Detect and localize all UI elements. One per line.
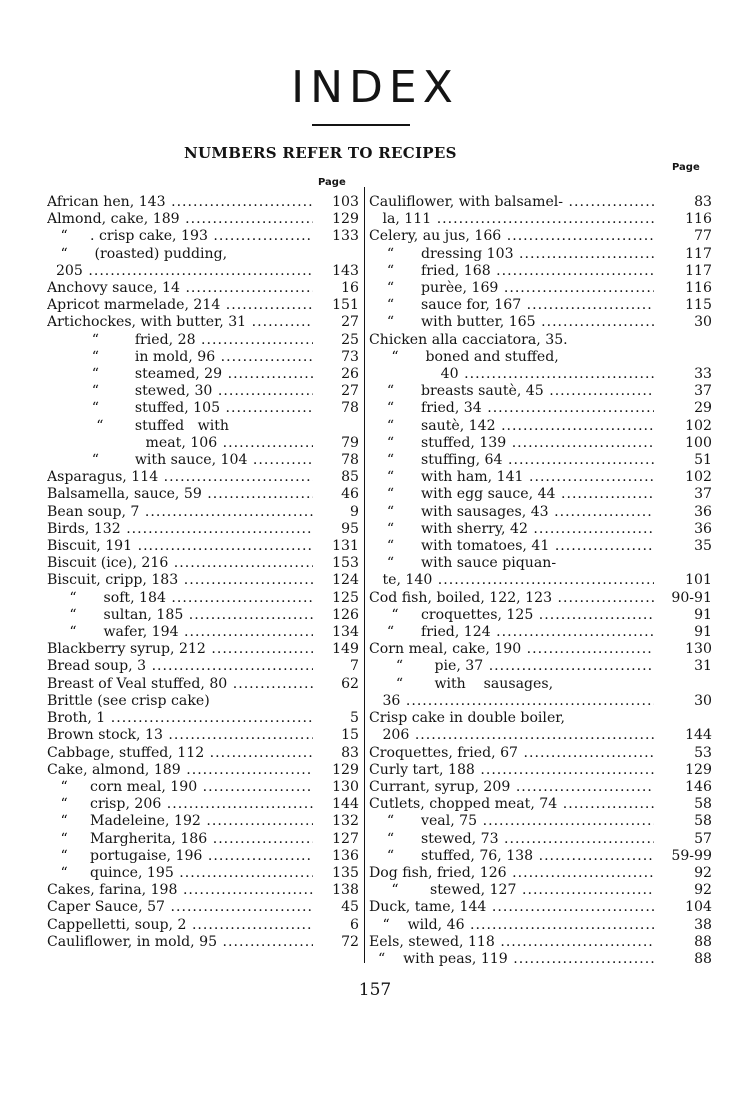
entry-label: “ with peas, 119 ..... bbox=[369, 951, 654, 968]
entry-page-ref: 117 bbox=[685, 245, 712, 262]
index-entry bbox=[47, 194, 359, 211]
index-entry bbox=[47, 710, 359, 727]
right-index-column bbox=[369, 194, 712, 968]
index-entry bbox=[47, 228, 359, 245]
index-entry bbox=[369, 349, 712, 366]
entry-label: “ stewed, 127 ..... bbox=[369, 882, 654, 899]
index-entry bbox=[369, 263, 712, 280]
page-number: 157 bbox=[358, 980, 392, 1000]
entry-page-ref: 101 bbox=[685, 572, 712, 589]
index-entry bbox=[369, 727, 712, 744]
index-entry bbox=[369, 624, 712, 641]
entry-page-ref: 92 bbox=[694, 882, 712, 899]
right-column-page-header: Page bbox=[672, 162, 700, 173]
entry-page-ref: 146 bbox=[685, 778, 712, 795]
entry-label: “ sauce for, 167 ..... bbox=[369, 297, 654, 314]
entry-label: Birds, 132 ..... bbox=[47, 521, 313, 538]
index-entry bbox=[369, 951, 712, 968]
entry-page-ref: 73 bbox=[341, 348, 359, 365]
entry-page-ref: 36 bbox=[694, 520, 712, 537]
index-entry bbox=[369, 452, 712, 469]
index-entry bbox=[47, 796, 359, 813]
entry-label: Bread soup, 3 ..... bbox=[47, 658, 313, 675]
index-entry bbox=[369, 194, 712, 211]
entry-label: “ sautè, 142 ..... bbox=[369, 418, 654, 435]
entry-page-ref: 130 bbox=[685, 641, 712, 658]
entry-label: “ (roasted) pudding, bbox=[47, 245, 228, 262]
index-entry bbox=[369, 796, 712, 813]
index-entry bbox=[47, 676, 359, 693]
entry-label: “ with sherry, 42 ..... bbox=[369, 521, 654, 538]
entry-page-ref: 91 bbox=[694, 624, 712, 641]
entry-label: “ dressing 103 ..... bbox=[369, 246, 654, 263]
entry-label: “ breasts sautè, 45 ..... bbox=[369, 383, 654, 400]
entry-page-ref: 102 bbox=[685, 469, 712, 486]
index-entry bbox=[47, 418, 359, 435]
entry-label: “ portugaise, 196 ..... bbox=[47, 848, 313, 865]
entry-label: Breast of Veal stuffed, 80 ..... bbox=[47, 676, 313, 693]
entry-page-ref: 104 bbox=[685, 899, 712, 916]
entry-page-ref: 58 bbox=[694, 796, 712, 813]
entry-page-ref: 90-91 bbox=[671, 589, 712, 606]
index-entry bbox=[47, 521, 359, 538]
index-entry bbox=[47, 658, 359, 675]
entry-page-ref: 25 bbox=[341, 331, 359, 348]
entry-label: “ wild, 46 ..... bbox=[369, 917, 654, 934]
entry-page-ref: 30 bbox=[694, 692, 712, 709]
entry-label: “ with butter, 165 ..... bbox=[369, 314, 654, 331]
index-entry bbox=[47, 572, 359, 589]
index-entry bbox=[369, 418, 712, 435]
entry-page-ref: 85 bbox=[341, 469, 359, 486]
entry-label: “ stuffed, 105 ..... bbox=[47, 400, 313, 417]
index-entry bbox=[369, 917, 712, 934]
entry-label: “ with sausages, 43 ..... bbox=[369, 504, 654, 521]
subtitle: NUMBERS REFER TO RECIPES bbox=[184, 144, 457, 162]
index-entry bbox=[369, 469, 712, 486]
entry-label: Brittle (see crisp cake) bbox=[47, 692, 210, 709]
index-entry bbox=[47, 400, 359, 417]
entry-label: “ with sauce piquan- bbox=[369, 555, 557, 572]
entry-page-ref: 88 bbox=[694, 950, 712, 967]
page-title: INDEX bbox=[291, 62, 459, 113]
entry-page-ref: 62 bbox=[341, 675, 359, 692]
left-index-column bbox=[47, 194, 359, 951]
entry-page-ref: 27 bbox=[341, 314, 359, 331]
index-entry bbox=[369, 538, 712, 555]
index-entry bbox=[369, 435, 712, 452]
entry-page-ref: 46 bbox=[341, 486, 359, 503]
index-entry bbox=[369, 693, 712, 710]
entry-label: Apricot marmelade, 214 ..... bbox=[47, 297, 313, 314]
entry-page-ref: 83 bbox=[694, 194, 712, 210]
entry-page-ref: 30 bbox=[694, 314, 712, 331]
entry-label: Cauliflower, in mold, 95 ..... bbox=[47, 934, 313, 951]
entry-label: “ stewed, 73 ..... bbox=[369, 831, 654, 848]
entry-page-ref: 59-99 bbox=[671, 847, 712, 864]
index-entry bbox=[47, 435, 359, 452]
entry-page-ref: 132 bbox=[332, 813, 359, 830]
entry-label: “ Margherita, 186 ..... bbox=[47, 831, 313, 848]
entry-page-ref: 5 bbox=[350, 710, 359, 727]
index-entry bbox=[369, 641, 712, 658]
index-entry bbox=[369, 383, 712, 400]
index-entry bbox=[47, 263, 359, 280]
entry-label: “ soft, 184 ..... bbox=[47, 590, 313, 607]
entry-label: “ crisp, 206 ..... bbox=[47, 796, 313, 813]
entry-page-ref: 149 bbox=[332, 641, 359, 658]
entry-page-ref: 57 bbox=[694, 830, 712, 847]
entry-page-ref: 88 bbox=[694, 933, 712, 950]
entry-page-ref: 7 bbox=[350, 658, 359, 675]
entry-label: “ stuffed with bbox=[47, 417, 229, 434]
entry-page-ref: 130 bbox=[332, 778, 359, 795]
index-entry bbox=[369, 934, 712, 951]
index-entry bbox=[47, 280, 359, 297]
index-entry bbox=[369, 504, 712, 521]
entry-page-ref: 102 bbox=[685, 417, 712, 434]
entry-page-ref: 58 bbox=[694, 813, 712, 830]
entry-page-ref: 144 bbox=[685, 727, 712, 744]
index-entry bbox=[47, 297, 359, 314]
index-entry bbox=[369, 745, 712, 762]
index-entry bbox=[369, 813, 712, 830]
entry-page-ref: 103 bbox=[332, 194, 359, 210]
index-entry bbox=[369, 848, 712, 865]
entry-label: Chicken alla cacciatora, 35. bbox=[369, 331, 568, 348]
index-entry bbox=[369, 314, 712, 331]
entry-label: “ with ham, 141 ..... bbox=[369, 469, 654, 486]
entry-label: Biscuit, 191 ..... bbox=[47, 538, 313, 555]
entry-label: Asparagus, 114 ..... bbox=[47, 469, 313, 486]
index-entry bbox=[369, 297, 712, 314]
entry-page-ref: 37 bbox=[694, 486, 712, 503]
entry-page-ref: 78 bbox=[341, 400, 359, 417]
entry-label: Caper Sauce, 57 ..... bbox=[47, 899, 313, 916]
entry-label: “ with sauce, 104 ..... bbox=[47, 452, 313, 469]
entry-page-ref: 53 bbox=[694, 744, 712, 761]
entry-label: “ pie, 37 ..... bbox=[369, 658, 654, 675]
entry-page-ref: 83 bbox=[341, 744, 359, 761]
index-entry bbox=[369, 831, 712, 848]
entry-page-ref: 136 bbox=[332, 847, 359, 864]
entry-page-ref: 92 bbox=[694, 864, 712, 881]
index-entry bbox=[369, 246, 712, 263]
index-entry bbox=[369, 658, 712, 675]
entry-label: Cod fish, boiled, 122, 123 ..... bbox=[369, 590, 654, 607]
entry-page-ref: 124 bbox=[332, 572, 359, 589]
index-entry bbox=[369, 228, 712, 245]
entry-page-ref: 129 bbox=[685, 761, 712, 778]
entry-label: Biscuit (ice), 216 ..... bbox=[47, 555, 313, 572]
entry-page-ref: 117 bbox=[685, 262, 712, 279]
index-entry bbox=[369, 486, 712, 503]
entry-label: Artichockes, with butter, 31 ..... bbox=[47, 314, 313, 331]
entry-page-ref: 15 bbox=[341, 727, 359, 744]
entry-label: Celery, au jus, 166 ..... bbox=[369, 228, 654, 245]
index-entry bbox=[47, 555, 359, 572]
entry-label: “ steamed, 29 ..... bbox=[47, 366, 313, 383]
entry-page-ref: 129 bbox=[332, 761, 359, 778]
entry-page-ref: 151 bbox=[332, 297, 359, 314]
entry-page-ref: 31 bbox=[694, 658, 712, 675]
entry-page-ref: 78 bbox=[341, 452, 359, 469]
index-entry bbox=[47, 848, 359, 865]
index-entry bbox=[47, 590, 359, 607]
index-entry bbox=[369, 211, 712, 228]
entry-label: Blackberry syrup, 212 ..... bbox=[47, 641, 313, 658]
entry-page-ref: 127 bbox=[332, 830, 359, 847]
index-entry bbox=[47, 366, 359, 383]
index-entry bbox=[369, 572, 712, 589]
entry-label: “ . crisp cake, 193 ..... bbox=[47, 228, 313, 245]
index-entry bbox=[47, 314, 359, 331]
entry-page-ref: 16 bbox=[341, 280, 359, 297]
entry-page-ref: 45 bbox=[341, 899, 359, 916]
index-entry bbox=[47, 831, 359, 848]
entry-label: la, 111 ..... bbox=[369, 211, 654, 228]
title-rule bbox=[312, 124, 410, 126]
index-entry bbox=[47, 779, 359, 796]
entry-label: “ fried, 168 ..... bbox=[369, 263, 654, 280]
index-entry bbox=[47, 246, 359, 263]
entry-label: Currant, syrup, 209 ..... bbox=[369, 779, 654, 796]
left-column-page-header: Page bbox=[318, 177, 346, 188]
index-entry bbox=[369, 676, 712, 693]
entry-page-ref: 26 bbox=[341, 366, 359, 383]
index-entry bbox=[47, 641, 359, 658]
entry-page-ref: 133 bbox=[332, 228, 359, 245]
entry-page-ref: 100 bbox=[685, 434, 712, 451]
entry-page-ref: 6 bbox=[350, 916, 359, 933]
index-entry bbox=[47, 332, 359, 349]
entry-label: “ in mold, 96 ..... bbox=[47, 349, 313, 366]
index-entry bbox=[47, 917, 359, 934]
index-entry bbox=[369, 400, 712, 417]
entry-label: Curly tart, 188 ..... bbox=[369, 762, 654, 779]
entry-label: “ fried, 34 ..... bbox=[369, 400, 654, 417]
entry-label: meat, 106 ..... bbox=[47, 435, 313, 452]
entry-label: “ sultan, 185 ..... bbox=[47, 607, 313, 624]
entry-page-ref: 36 bbox=[694, 503, 712, 520]
entry-label: Almond, cake, 189 ..... bbox=[47, 211, 313, 228]
entry-page-ref: 126 bbox=[332, 606, 359, 623]
index-entry bbox=[369, 779, 712, 796]
entry-label: Eels, stewed, 118 ..... bbox=[369, 934, 654, 951]
index-entry bbox=[47, 934, 359, 951]
index-entry bbox=[47, 504, 359, 521]
entry-page-ref: 38 bbox=[694, 916, 712, 933]
entry-page-ref: 91 bbox=[694, 606, 712, 623]
entry-page-ref: 129 bbox=[332, 211, 359, 228]
index-entry bbox=[47, 349, 359, 366]
entry-page-ref: 125 bbox=[332, 589, 359, 606]
entry-label: “ croquettes, 125 ..... bbox=[369, 607, 654, 624]
entry-label: “ wafer, 194 ..... bbox=[47, 624, 313, 641]
entry-page-ref: 51 bbox=[694, 452, 712, 469]
entry-label: Cabbage, stuffed, 112 ..... bbox=[47, 745, 313, 762]
entry-label: “ veal, 75 ..... bbox=[369, 813, 654, 830]
entry-page-ref: 116 bbox=[685, 211, 712, 228]
index-entry bbox=[369, 882, 712, 899]
index-entry bbox=[47, 383, 359, 400]
entry-label: Cake, almond, 189 ..... bbox=[47, 762, 313, 779]
entry-page-ref: 115 bbox=[685, 297, 712, 314]
entry-label: “ corn meal, 190 ..... bbox=[47, 779, 313, 796]
entry-page-ref: 29 bbox=[694, 400, 712, 417]
entry-label: African hen, 143 ..... bbox=[47, 194, 313, 211]
entry-label: Cutlets, chopped meat, 74 ..... bbox=[369, 796, 654, 813]
index-entry bbox=[369, 607, 712, 624]
entry-page-ref: 33 bbox=[694, 366, 712, 383]
entry-label: Cauliflower, with balsamel- ..... bbox=[369, 194, 654, 211]
entry-label: “ fried, 28 ..... bbox=[47, 332, 313, 349]
entry-label: “ quince, 195 ..... bbox=[47, 865, 313, 882]
entry-page-ref: 138 bbox=[332, 882, 359, 899]
index-entry bbox=[369, 366, 712, 383]
entry-label: “ stuffed, 76, 138 ..... bbox=[369, 848, 654, 865]
entry-page-ref: 27 bbox=[341, 383, 359, 400]
column-divider bbox=[364, 187, 365, 963]
index-entry bbox=[47, 882, 359, 899]
entry-label: “ stuffing, 64 ..... bbox=[369, 452, 654, 469]
entry-page-ref: 143 bbox=[332, 262, 359, 279]
entry-page-ref: 72 bbox=[341, 933, 359, 950]
index-entry bbox=[47, 211, 359, 228]
entry-page-ref: 144 bbox=[332, 796, 359, 813]
entry-label: 40 ..... bbox=[369, 366, 654, 383]
entry-label: “ fried, 124 ..... bbox=[369, 624, 654, 641]
entry-label: Corn meal, cake, 190 ..... bbox=[369, 641, 654, 658]
index-entry bbox=[369, 280, 712, 297]
entry-label: “ with tomatoes, 41 ..... bbox=[369, 538, 654, 555]
entry-label: Biscuit, cripp, 183 ..... bbox=[47, 572, 313, 589]
entry-page-ref: 35 bbox=[694, 538, 712, 555]
entry-label: Cappelletti, soup, 2 ..... bbox=[47, 917, 313, 934]
index-entry bbox=[47, 452, 359, 469]
entry-label: Bean soup, 7 ..... bbox=[47, 504, 313, 521]
entry-page-ref: 135 bbox=[332, 864, 359, 881]
entry-page-ref: 131 bbox=[332, 538, 359, 555]
entry-page-ref: 116 bbox=[685, 280, 712, 297]
index-entry bbox=[47, 469, 359, 486]
entry-label: 205 ..... bbox=[47, 263, 313, 280]
entry-label: Crisp cake in double boiler, bbox=[369, 710, 565, 727]
entry-page-ref: 9 bbox=[350, 503, 359, 520]
index-entry bbox=[369, 590, 712, 607]
index-entry bbox=[47, 538, 359, 555]
entry-label: Brown stock, 13 ..... bbox=[47, 727, 313, 744]
index-entry bbox=[369, 899, 712, 916]
entry-page-ref: 37 bbox=[694, 383, 712, 400]
index-entry bbox=[369, 762, 712, 779]
index-entry bbox=[369, 332, 712, 349]
entry-label: “ boned and stuffed, bbox=[369, 348, 559, 365]
index-entry bbox=[47, 762, 359, 779]
index-entry bbox=[47, 865, 359, 882]
entry-label: 206 ..... bbox=[369, 727, 654, 744]
index-entry bbox=[47, 727, 359, 744]
index-entry bbox=[369, 710, 712, 727]
entry-label: Broth, 1 ..... bbox=[47, 710, 313, 727]
index-entry bbox=[47, 693, 359, 710]
entry-label: te, 140 ..... bbox=[369, 572, 654, 589]
entry-page-ref: 77 bbox=[694, 228, 712, 245]
entry-page-ref: 95 bbox=[341, 520, 359, 537]
index-entry bbox=[47, 745, 359, 762]
entry-label: Croquettes, fried, 67 ..... bbox=[369, 745, 654, 762]
entry-label: “ with egg sauce, 44 ..... bbox=[369, 486, 654, 503]
index-entry bbox=[369, 555, 712, 572]
index-entry bbox=[369, 521, 712, 538]
index-entry bbox=[47, 813, 359, 830]
index-entry bbox=[47, 899, 359, 916]
entry-label: Balsamella, sauce, 59 ..... bbox=[47, 486, 313, 503]
entry-label: “ stuffed, 139 ..... bbox=[369, 435, 654, 452]
index-entry bbox=[47, 624, 359, 641]
entry-label: 36 ..... bbox=[369, 693, 654, 710]
entry-label: Cakes, farina, 198 ..... bbox=[47, 882, 313, 899]
index-entry bbox=[369, 865, 712, 882]
entry-page-ref: 134 bbox=[332, 624, 359, 641]
entry-label: Anchovy sauce, 14 ..... bbox=[47, 280, 313, 297]
index-entry bbox=[47, 486, 359, 503]
entry-label: Dog fish, fried, 126 ..... bbox=[369, 865, 654, 882]
index-entry bbox=[47, 607, 359, 624]
entry-label: Duck, tame, 144 ..... bbox=[369, 899, 654, 916]
entry-page-ref: 79 bbox=[341, 434, 359, 451]
entry-label: “ purèe, 169 ..... bbox=[369, 280, 654, 297]
entry-label: “ with sausages, bbox=[369, 675, 554, 692]
entry-label: “ stewed, 30 ..... bbox=[47, 383, 313, 400]
entry-label: “ Madeleine, 192 ..... bbox=[47, 813, 313, 830]
entry-page-ref: 153 bbox=[332, 555, 359, 572]
